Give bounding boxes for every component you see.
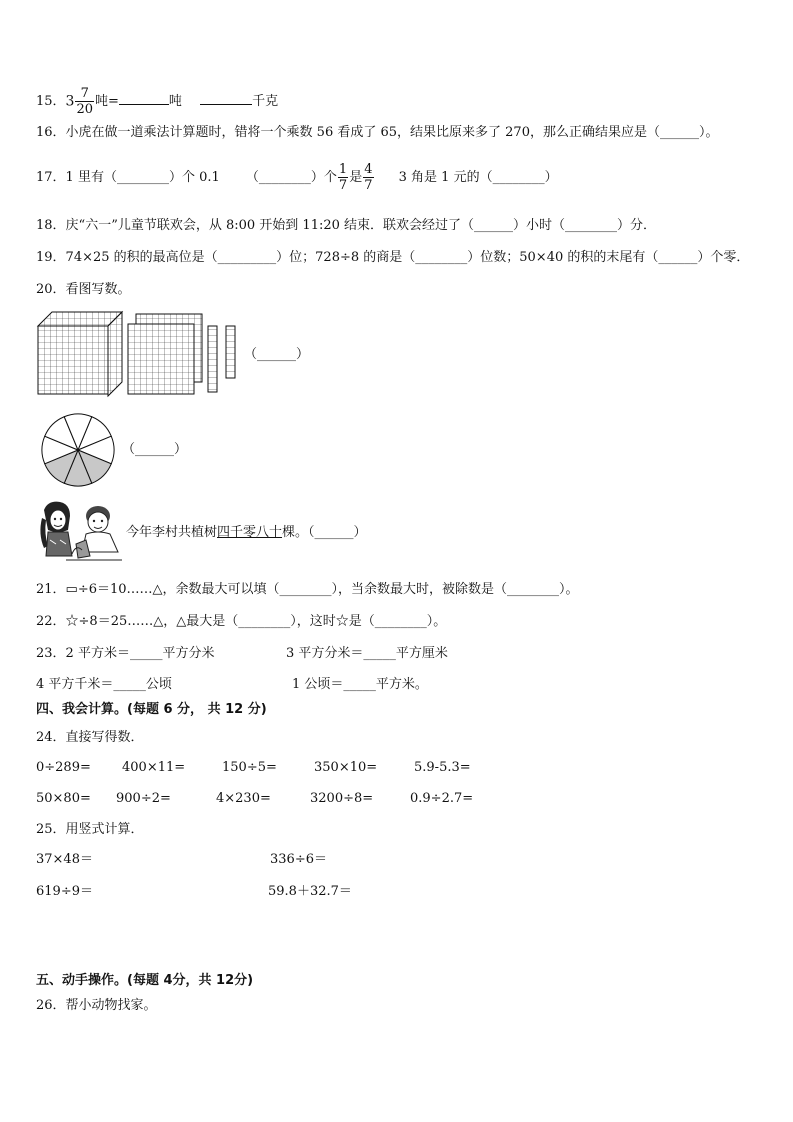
q24-row1-item: 5.9-5.3= xyxy=(414,760,471,775)
q24-row1-item: 0÷289= xyxy=(36,760,91,775)
q24-row2-item: 3200÷8= xyxy=(310,791,374,806)
q26: 26．帮小动物找家。 xyxy=(36,998,157,1013)
q22: 22．☆÷8＝25……△，△最大是（________），这时☆是（________）。 xyxy=(36,614,447,629)
section-4-heading: 四、我会计算。(每题 6 分， 共 12 分) xyxy=(36,702,267,717)
q17-fraction-1: $\frac{1}{7}$ xyxy=(338,162,348,193)
ten-rod-1 xyxy=(208,326,217,392)
q24-row1-item: 350×10= xyxy=(314,760,378,775)
q23-d: 1 公顷＝_____平方米。 xyxy=(292,677,428,692)
section-5-heading: 五、动手操作。(每题 4分，共 12分) xyxy=(36,973,254,988)
q25-title: 25．用竖式计算． xyxy=(36,822,144,837)
q24-title: 24．直接写得数． xyxy=(36,730,144,745)
circle-fraction-figure xyxy=(40,412,116,488)
q17: 17．1 里有（________）个 0.1 （________）个 $\frac{1}{7}$ 是 $\frac{4}{7}$ 3 角是 1 元的（________） xyxy=(36,162,558,193)
q25-item: 619÷9＝ xyxy=(36,884,93,899)
children-planting-illustration xyxy=(38,500,124,564)
q25-item: 336÷6＝ xyxy=(270,852,327,867)
q20-blank-1[interactable]: （______） xyxy=(244,347,310,362)
q15: 15．3 $\frac{7}{20}$ 吨= 吨 千克 xyxy=(36,86,279,117)
base-ten-blocks-figure xyxy=(38,312,248,394)
q20-title: 20．看图写数。 xyxy=(36,282,131,297)
q18: 18．庆“六一”儿童节联欢会，从 8:00 开始到 11:20 结束．联欢会经过了（______）小时（________）分． xyxy=(36,218,657,233)
q24-row2-item: 0.9÷2.7= xyxy=(410,791,474,806)
thousand-cube xyxy=(38,312,122,396)
q15-fraction: $\frac{7}{20}$ xyxy=(76,86,94,117)
q24-row2-item: 4×230= xyxy=(216,791,271,806)
q24-row2-item: 50×80= xyxy=(36,791,91,806)
q19: 19．74×25 的积的最高位是（_________）位；728÷8 的商是（________）位数；50×40 的积的末尾有（______）个零． xyxy=(36,250,750,265)
q24-row1-item: 150÷5= xyxy=(222,760,277,775)
q25-item: 37×48＝ xyxy=(36,852,93,867)
q20-blank-2[interactable]: （______） xyxy=(122,442,188,457)
q24-row2-item: 900÷2= xyxy=(116,791,171,806)
q23-b: 3 平方分米＝_____平方厘米 xyxy=(286,646,448,661)
q24-row1-item: 400×11= xyxy=(122,760,186,775)
hundred-flat-front xyxy=(128,324,194,394)
q20-text-3: 今年李村共植树四千零八十棵。（______） xyxy=(126,525,367,540)
q21: 21．▭÷6＝10……△，余数最大可以填（________），当余数最大时，被除数是（________）。 xyxy=(36,582,579,597)
q23-a: 23．2 平方米＝_____平方分米 xyxy=(36,646,215,661)
q16: 16．小虎在做一道乘法计算题时，错将一个乘数 56 看成了 65，结果比原来多了 270，那么正确结果应是（______）。 xyxy=(36,125,719,140)
q23-c: 4 平方千米＝_____公顷 xyxy=(36,677,172,692)
ten-rod-2 xyxy=(226,326,235,378)
q17-fraction-2: $\frac{4}{7}$ xyxy=(364,162,373,193)
q25-item: 59.8＋32.7＝ xyxy=(268,884,352,899)
q15-blank-2[interactable] xyxy=(200,91,252,105)
q15-blank-1[interactable] xyxy=(119,91,169,105)
